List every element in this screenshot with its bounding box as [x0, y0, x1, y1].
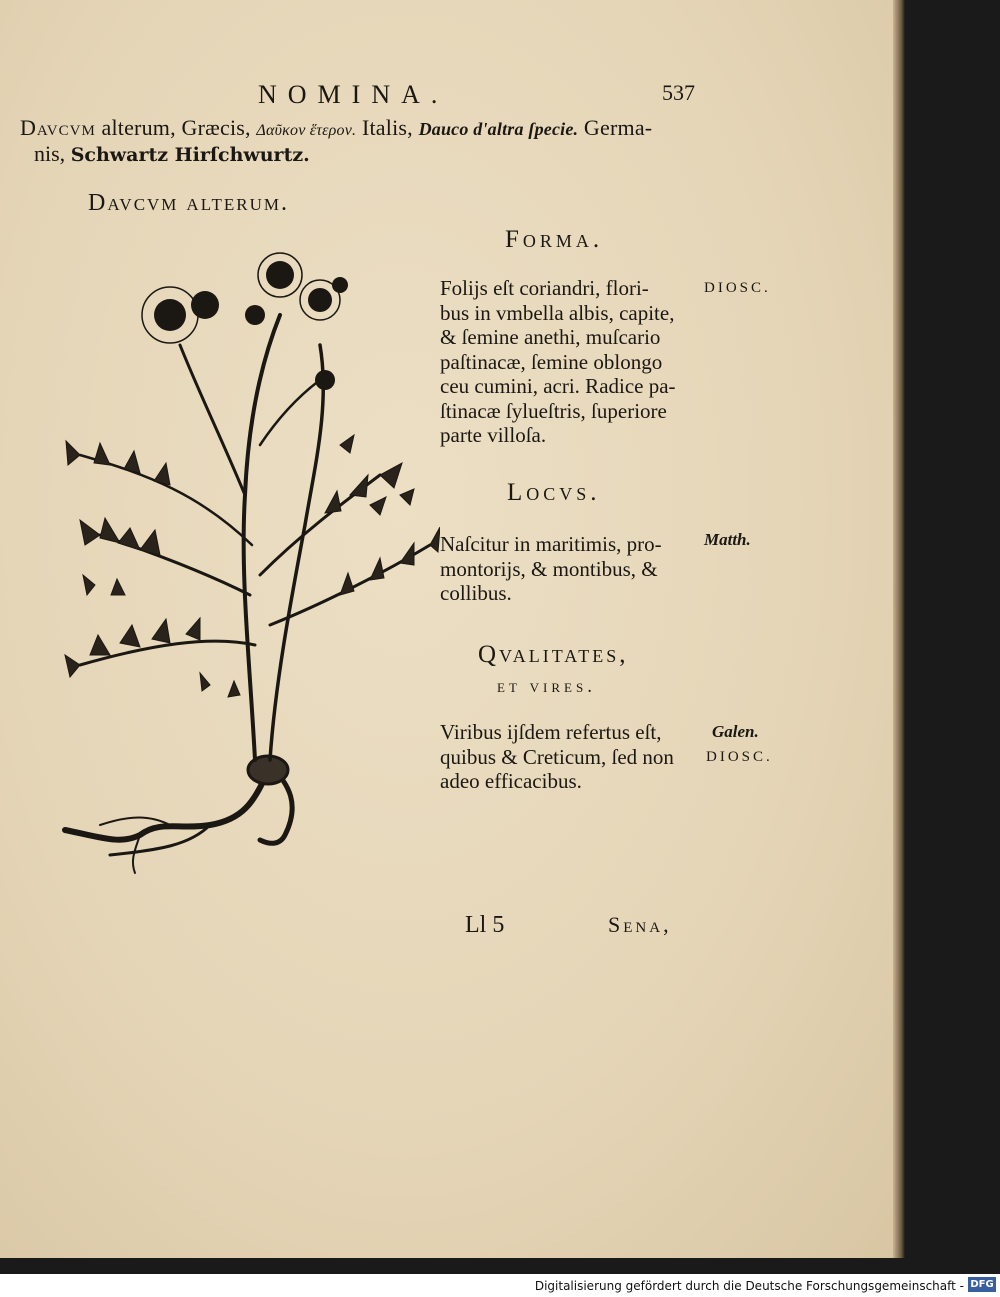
- intro-line-1: [20, 115, 652, 141]
- dfg-logo: DFG: [968, 1277, 996, 1292]
- locus-line: collibus.: [440, 581, 512, 605]
- marginal-note-forma: DIOSC.: [704, 280, 771, 296]
- german-label: Germa-: [578, 115, 653, 140]
- forma-line: parte villoſa.: [440, 423, 547, 447]
- qualitates-text: [440, 720, 700, 794]
- marginal-note-galen: Galen.: [712, 722, 759, 741]
- qualitates-line: quibus & Creticum, ſed non: [440, 744, 674, 769]
- marginal-note-diosc: DIOSC.: [706, 749, 773, 765]
- greek-name: Δαῦκον ἕτερον.: [256, 122, 357, 139]
- forma-line: ceu cumini, acri. Radice pa-: [440, 374, 676, 398]
- qualitates-line: adeo efficacibus.: [440, 769, 582, 793]
- page-number: 537: [662, 80, 695, 105]
- plant-woodcut-illustration: [40, 245, 440, 885]
- intro-lead: Davcvm: [20, 115, 96, 140]
- locus-line: montorijs, & montibus, &: [440, 556, 658, 581]
- forma-line: & ſemine anethi, muſcario: [440, 325, 661, 349]
- intro-line-2: [34, 141, 310, 167]
- italis-label: Italis,: [356, 115, 419, 140]
- forma-text: [440, 276, 700, 448]
- forma-line: bus in vmbella albis, capite,: [440, 300, 675, 325]
- forma-line: paſtinacæ, ſemine oblongo: [440, 349, 663, 374]
- intro-text: alterum, Græcis,: [95, 115, 257, 140]
- forma-line: Folijs eſt coriandri, flori-: [440, 276, 649, 300]
- catchword: Sena,: [608, 912, 672, 937]
- qualitates-line: Viribus ijſdem refertus eſt,: [440, 720, 662, 744]
- signature-mark: Ll 5: [465, 912, 505, 938]
- digitization-credit: Digitalisierung gefördert durch die Deutsche Forschungsgemeinschaft -: [534, 1279, 964, 1293]
- forma-line: ſtinacæ ſylueſtris, ſuperiore: [440, 398, 667, 423]
- intro-line2-label: nis,: [34, 141, 71, 166]
- locus-text: [440, 532, 700, 606]
- section-heading-locus: Locvs.: [507, 479, 601, 506]
- page-edge: [893, 0, 905, 1258]
- locus-line: Naſcitur in maritimis, pro-: [440, 532, 662, 556]
- italian-name: Dauco d'altra ſpecie.: [418, 119, 579, 139]
- german-name: Schwartz Hirſchwurtz.: [70, 144, 310, 166]
- plant-caption: Davcvm alterum.: [88, 190, 290, 216]
- running-head: NOMINA.: [258, 80, 449, 109]
- section-heading-forma: Forma.: [505, 226, 604, 253]
- marginal-note-locus: Matth.: [704, 530, 751, 549]
- section-heading-qualitates: Qvalitates,: [478, 641, 629, 668]
- section-subheading-vires: et vires.: [497, 676, 596, 697]
